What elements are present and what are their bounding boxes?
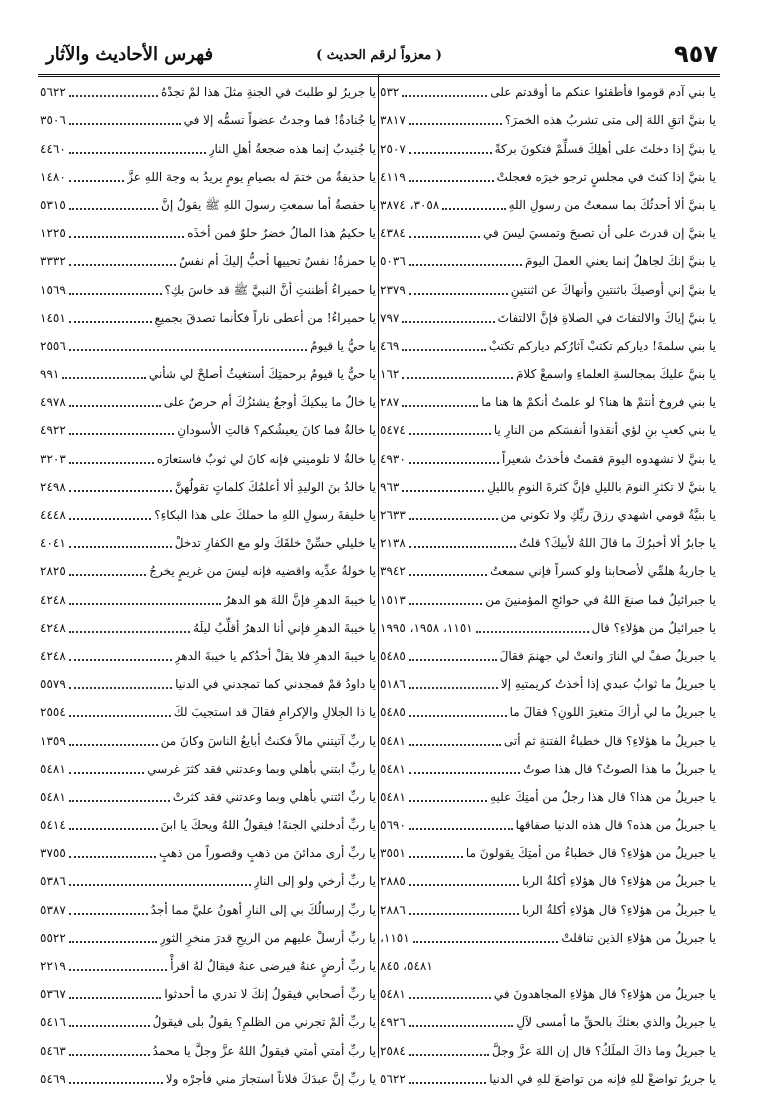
leader-dots [409,602,482,605]
entry-text: يا ربِّ أدخلني الجنةَ! فيقولُ اللهُ ويحكَ يا ابنَ [160,818,376,833]
hadith-number: ٤٢٤٨ [40,620,66,635]
page-subtitle: ( معزواً لرقم الحديث ) [316,48,442,63]
entry-text: يا داودُ قمْ فمجدني كما تمجدني في الدنيا [175,677,376,692]
entry-text: يا خالةُ فما كانَ يعيشُكم؟ قالتِ الأسودانِ [177,423,376,438]
hadith-number: ٥١٨٦ [380,677,406,692]
entry-text: يا بنيَّ إنكَ لجاهلٌ إنما يعني العملَ اليومَ [525,254,716,269]
index-entry [40,219,376,247]
leader-dots [409,714,507,717]
entry-text: يا ربِّ إنَّ عبدَكَ فلاناً استجارَ مني فأجرْه ولا [165,1071,376,1086]
index-entry [40,670,376,698]
index-entry [40,304,376,332]
entry-text: يا حيُّ يا قيومُ برحمتِكَ أستغيثُ أصلحْ لي شأني [148,367,376,382]
hadith-number: ٢٨٧ [380,395,400,410]
entry-text: يا ربِّ أرخي ولو إلى النارِ [253,874,376,889]
leader-dots [409,686,498,689]
leader-dots [409,573,487,576]
index-entry [380,191,716,219]
page-number: ٩٥٧ [674,40,718,68]
leader-dots [69,714,171,717]
entry-text: يا حفصةُ أما سمعتِ رسولَ اللهِ ﷺ يقولُ إنَّ [161,197,376,212]
index-entry [380,78,716,106]
hadith-number: ٤٣٨٤ [380,226,406,241]
index-entry [40,924,376,952]
index-entry [380,275,716,303]
index-entry [40,191,376,219]
index-entry [380,670,716,698]
entry-text: يا ربِّ أمتي أمتي فيقولُ اللهُ عزَّ وجلَّ يا محمدُ [152,1043,376,1058]
entry-text: يا جبريلُ من هؤلاءِ؟ قال هؤلاءِ أكلةُ الربا [522,874,716,889]
hadith-number: ٢٨٨٦ [380,902,406,917]
leader-dots [69,855,156,858]
entry-text: يا ربِّ أصحابي فيقولُ إنكَ لا تدري ما أحدثوا [164,987,376,1002]
index-entry [380,924,716,952]
index-entry [40,839,376,867]
hadith-number: ٥٤٨١ [380,733,406,748]
entry-text: يا جاريةُ هلمِّي لأصحابنا ولو كسراً فإني سمعتُ [490,564,716,579]
leader-dots [402,404,478,407]
leader-dots [409,235,480,238]
index-entry [380,980,716,1008]
hadith-number: ٥٤٨١ [380,789,406,804]
entry-text: يا خالُ ما يبكيكَ أوجعٌ يشئزُكَ أم حرصٌ على [163,395,376,410]
leader-dots [402,489,484,492]
leader-dots [69,517,152,520]
leader-dots [476,630,589,633]
index-entry [380,332,716,360]
index-entry [40,134,376,162]
entry-text: يا خيبةَ الدهرِ فلا يقلْ أحدُكم يا خيبةَ الدهرِ [174,648,376,663]
leader-dots [409,1024,514,1027]
index-entry [40,585,376,613]
leader-dots [409,151,492,154]
index-entry [380,642,716,670]
hadith-number: ٥٣١٥ [40,197,66,212]
index-entry [380,557,716,585]
entry-text: يا بنيَّ اتقِ اللهَ إلى متى تشربُ هذه الخمرَ؟ [504,113,716,128]
entry-text: يا بني سلمةَ! دياركم تكتبْ آثارُكم دياركم تكتبْ [488,338,716,353]
hadith-number: ٥٤٨١ [40,761,66,776]
hadith-number: ٢٨٨٥ [380,874,406,889]
leader-dots [409,855,463,858]
entry-text: يا ربِّ إرسالُكَ بي إلى النارِ أهونُ عليَّ مما أجدُ [150,902,376,917]
index-entry [380,952,716,980]
leader-dots [69,545,172,548]
index-entry [380,416,716,444]
leader-dots [402,94,487,97]
hadith-number: ٢٥٥٤ [40,705,66,720]
hadith-number: ٢٤٩٨ [40,479,66,494]
leader-dots [69,827,158,830]
entry-text: يا جبرائيلُ فما صنعَ اللهُ في حوائجِ المؤمنينَ من [485,592,716,607]
hadith-number: ٤٩٣٠ [380,451,406,466]
leader-dots [402,320,494,323]
index-entry [40,614,376,642]
page-header [38,40,720,74]
entry-text: يا حمزةُ! نفسٌ تحييها أحبُّ إليكَ أم نفسٌ [179,254,376,269]
hadith-number: ٥٦٢٢ [380,1071,406,1086]
entry-text: يا جبريلُ والذي بعثكَ بالحقِّ ما أمسى لآلِ [516,1015,716,1030]
hadith-number: ٥٤٨٥ [380,648,406,663]
hadith-number: ٥٤٨١ [40,789,66,804]
leader-dots [69,686,172,689]
entry-text: يا حذيفةُ من ختمَ له بصيامِ يومٍ يريدُ به وجهَ اللهِ عزَّ [127,169,376,184]
hadith-number: ٧٩٧ [380,310,400,325]
index-entry [40,811,376,839]
index-entry [380,247,716,275]
entry-text: يا بني فروخ أنتمْ ها هنا؟ لو علمتُ أنكمْ ها هنا ما [481,395,716,410]
leader-dots [409,461,499,464]
hadith-number: ٥٤٦٩ [40,1071,66,1086]
leader-dots [409,122,502,125]
leader-dots [409,1081,486,1084]
hadith-number: ١٤٥١ [40,310,66,325]
index-entry [380,360,716,388]
index-entry [40,1008,376,1036]
index-entry [40,106,376,134]
index-entry [40,501,376,529]
entry-text: يا بنيَّ لا تكثرِ النومَ بالليلِ فإنَّ كثرةَ النومِ بالليلِ [487,479,716,494]
leader-dots [69,320,152,323]
leader-dots [69,461,154,464]
entry-text: يا بني كعبِ بنِ لؤي أنقذوا أنفسَكم من النارِ يا [493,423,716,438]
leader-dots [409,771,520,774]
leader-dots [409,292,508,295]
index-entry [380,501,716,529]
entry-text: يا جبرائيلُ من هؤلاءِ؟ قال [591,620,716,635]
leader-dots [402,348,486,351]
index-entry [380,755,716,783]
entry-text: يا ربِّ أرى مدائنَ من ذهبٍ وقصوراً من ذهبٍ [159,846,376,861]
entry-text: يا بنيَّةُ قومي اشهدي رزقَ ربِّكِ ولا تكوني من [500,508,716,522]
entry-text: يا بنيَّ عليكَ بمجالسةِ العلماءِ واسمعْ كلامَ [516,367,716,382]
leader-dots [409,883,519,886]
index-entry [380,304,716,332]
leader-dots [69,602,222,605]
hadith-number: ١١٥١، [380,930,410,945]
entry-text: يا حميراءُ أظننتِ أنَّ النبيَّ ﷺ قد خاسَ بكِ؟ [164,282,376,297]
hadith-number: ١٥٦٩ [40,282,66,297]
index-entry [380,783,716,811]
entry-text: يا جبريلُ من هؤلاءِ؟ قال هؤلاءِ المجاهدونَ في [493,987,716,1002]
index-entry [40,332,376,360]
leader-dots [409,827,513,830]
hadith-number: ٥٤٨٥ [380,705,406,720]
hadith-number: ٥٦٢٢ [40,85,66,100]
hadith-number: ٣٥٥١ [380,846,406,861]
index-entry [380,839,716,867]
leader-dots [69,151,206,154]
index-entry [40,698,376,726]
index-entry [380,219,716,247]
leader-dots [69,1024,150,1027]
entry-text: يا جبريلُ من هذا؟ قال هذا رجلٌ من أمتِكَ عليهِ [490,789,716,804]
index-entry [380,388,716,416]
hadith-number: ٩٩١ [40,367,60,382]
hadith-number: ٤٦٩ [380,338,400,353]
entry-text: يا جبريلُ من هؤلاءِ الذين تناقلتْ [561,930,716,945]
hadith-number: ٤٩٧٨ [40,395,66,410]
index-entry [380,1065,716,1093]
entry-text: يا ربِّ ائتني بأهلي وبما وعدتني فقد كثرتْ [172,789,376,804]
entry-text: يا خليفةَ رسولِ اللهِ ما حملكَ على هذا البكاءِ؟ [154,508,376,522]
hadith-number: ١٣٥٩ [40,733,66,748]
hadith-number: ٥٦٩٠ [380,818,406,833]
leader-dots [409,743,501,746]
entry-text: يا جريرُ تواضعْ للهِ فإنه من تواضعَ للهِ في الدنيا [489,1071,716,1086]
leader-dots [69,122,181,125]
index-entry [380,726,716,754]
leader-dots [409,996,491,999]
index-entry [40,473,376,501]
entry-text: يا جبريلُ ما هؤلاءِ؟ قال خطباءُ الفتنةِ ثم أتى [503,733,716,748]
entry-text: يا جابرُ ألا أخبرُكَ ما قالَ اللهُ لأبيكَ؟ قلتُ [519,536,716,551]
leader-dots [409,799,487,802]
entry-text: يا جبريلُ ما لي أراكَ متغيرَ اللونِ؟ فقالَ ما [509,705,716,720]
entry-text: يا جبريلُ من هؤلاءِ؟ قال خطباءُ من أمتِكَ يقولونَ ما [465,846,716,861]
hadith-number: ٤٠٤١ [40,536,66,551]
leader-dots [69,94,158,97]
leader-dots [69,799,170,802]
entry-text: يا جريرُ لو طلبتَ في الجنةِ مثلَ هذا لمْ تجدْهُ [160,85,376,100]
hadith-number: ١١٥١، ١٩٥٨، ١٩٩٥ [380,620,473,635]
hadith-number: ٥٣٨٦ [40,874,66,889]
hadith-number: ٥٣٨٧ [40,902,66,917]
index-entry [380,444,716,472]
hadith-number: ٣٢٠٣ [40,451,66,466]
leader-dots [69,235,184,238]
index-entry [40,247,376,275]
entry-text: يا ربِّ أرسلْ عليهم من الريحِ قدرَ منخرِ الثورِ [159,930,376,945]
index-entry [40,360,376,388]
index-entry [380,614,716,642]
leader-dots [69,404,161,407]
leader-dots [69,207,158,210]
index-entry [380,529,716,557]
leader-dots [69,968,167,971]
entry-text: يا بنيَّ لا تشهدوه اليومَ فقمتُ فأخذتُ شعيراً [501,451,716,466]
entry-text: يا ربِّ أرضٍ عنهُ فيرضى عنهُ فيقالُ لهُ اقرأْ [170,959,376,973]
index-entry [40,867,376,895]
leader-dots [62,376,146,379]
leader-dots [409,658,497,661]
hadith-number: ٣٩٤٢ [380,564,406,579]
entry-text: يا حكيمُ هذا المالُ خضرٌ حلوٌ فمن أخذَه [187,226,376,241]
index-entry [40,388,376,416]
index-entry [40,444,376,472]
entry-text: يا ذا الجلالِ والإكرامِ فقالَ قد استجيبَ لكَ [173,705,376,720]
hadith-number: ٤٤٤٨ [40,508,66,522]
hadith-number: ١٢٢٥ [40,226,66,241]
hadith-number: ٣٥٠٦ [40,113,66,128]
index-entry [380,473,716,501]
leader-dots [69,743,158,746]
hadith-number: ٢٨٢٥ [40,564,66,579]
header-rule [38,74,720,77]
hadith-number: ٢١٣٨ [380,536,406,551]
leader-dots [69,912,148,915]
entry-text: يا حميراءُ! من أعطى ناراً فكأنما تصدقَ بجميعِ [154,310,376,325]
entry-text: يا بنيَّ إن قدرتَ على أن تصبحَ وتمسيَ ليسَ في [482,226,716,241]
hadith-number: ٥٤٨١ [380,987,406,1002]
hadith-number: ١٤٨٠ [40,169,66,184]
index-entry [40,163,376,191]
hadith-number: ٥٤٦٣ [40,1043,66,1058]
hadith-number: ٣٧٥٥ [40,846,66,861]
leader-dots [69,771,144,774]
index-entry [40,726,376,754]
hadith-number: ٤١١٩ [380,169,406,184]
entry-text: يا خيبةَ الدهرِ فإني أنا الدهرُ أقلِّبُ ليلَهُ [193,620,376,635]
leader-dots [69,432,174,435]
hadith-number: ٢٥٠٧ [380,141,406,156]
entry-text: يا جبريلُ من هذه؟ قال هذه الدنيا صفاقها [515,818,716,833]
entry-text: يا بنيَّ ألا أحدثُكَ بما سمعتُ من رسولِ اللهِ [508,197,716,212]
hadith-number: ٥٥٢٢ [40,930,66,945]
entry-text: يا بنيَّ إذا دخلتَ على أهلِكَ فسلِّمْ فتكونَ بركةً [494,141,716,156]
leader-dots [409,517,498,520]
hadith-number: ٥٤١٦ [40,1015,66,1030]
leader-dots [402,376,513,379]
entry-text: يا بنيَّ إياكَ والالتفاتَ في الصلاةِ فإنَّ الالتفاتَ [497,310,716,325]
hadith-number: ٥٣٦٧ [40,987,66,1002]
hadith-number: ٤٤٦٠ [40,141,66,156]
hadith-number: ٩٦٣ [380,479,400,494]
entry-text: يا بنيَّ إني أوصيكَ باثنتينِ وأنهاكَ عن اثنتينِ [510,282,716,297]
hadith-number: ٢٥٨٤ [380,1043,406,1058]
entry-text: يا خالةُ لا تلوميني فإنه كانَ لي ثوبٌ فاستعارَه [156,451,376,466]
leader-dots [69,573,146,576]
hadith-number: ٥٣٢ [380,85,400,100]
index-entry [380,106,716,134]
entry-text: يا جبريلُ صفْ لي النارَ وانعتْ لي جهنمَ فقالَ [499,648,716,663]
index-entry [380,1036,716,1064]
index-entry [380,895,716,923]
leader-dots [69,1053,150,1056]
hadith-number: ٥٤٧٤ [380,423,406,438]
index-entry [40,783,376,811]
entry-text: يا ربِّ آتيتني مالاً فكنتُ أبايعُ الناسَ وكانَ من [160,733,376,748]
index-entry [380,134,716,162]
index-entry [40,416,376,444]
hadith-number: ٥٥٧٩ [40,677,66,692]
leader-dots [409,432,491,435]
entry-text: يا خليلي حسِّنْ خلقَكَ ولو مع الكفارِ تدخلْ [174,536,376,551]
leader-dots [409,912,519,915]
entry-text: يا ربِّ ألمْ تجرني من الظلمِ؟ يقولُ بلى فيقولُ [152,1015,376,1030]
index-entry [380,867,716,895]
leader-dots [69,263,176,266]
index-entry [380,1008,716,1036]
hadith-number: ٤٩٢٢ [40,423,66,438]
index-entry [40,980,376,1008]
index-entry [40,1065,376,1093]
entry-text: يا جبريلُ من هؤلاءِ؟ قال هؤلاءِ أكلةُ الربا [522,902,716,917]
entry-text: يا جبريلُ ما هذا الصوتُ؟ قال هذا صوتٌ [523,761,716,776]
hadith-number: ٤٢٤٨ [40,648,66,663]
entry-text: يا بنيَّ إذا كنتَ في مجلسٍ ترجو خيرَه فعجلتْ [496,169,716,184]
leader-dots [69,996,162,999]
leader-dots [69,348,307,351]
entry-text: يا خيبةَ الدهرِ فإنَّ اللهَ هو الدهرُ [224,592,376,607]
leader-dots [409,263,522,266]
hadith-number: ٥٤١٤ [40,818,66,833]
entry-text: يا جبريلُ ما ثوابُ عبدي إذا أخذتُ كريمتيهِ إلا [500,677,716,692]
hadith-number: ٣٠٥٨، ٣٨٧٤ [380,197,440,212]
leader-dots [409,545,516,548]
leader-dots [69,658,172,661]
running-title: فهرس الأحاديث والآثار [46,44,214,65]
leader-dots [409,1053,489,1056]
entry-text: يا جبريلُ وما ذاكَ الملَكُ؟ قال إن اللهَ عزَّ وجلَّ [492,1043,716,1058]
leader-dots [413,940,559,943]
index-entry [40,1036,376,1064]
hadith-number: ٣٣٣٢ [40,254,66,269]
entry-text: يا خالدُ بنَ الوليدِ ألا أعلمُكَ كلماتٍ تقولُهنَّ [174,479,376,494]
hadith-number: ٤٢٤٨ [40,592,66,607]
hadith-number: ٤٩٢٦ [380,1015,406,1030]
leader-dots [69,883,251,886]
index-entry [380,698,716,726]
index-entry [40,529,376,557]
entry-text: يا جُنادةُ! فما وجدتُ عضواً تسمُّه إلا في [183,113,376,128]
hadith-number: ٥٠٣٦ [380,254,406,269]
hadith-number: ٢٣٧٩ [380,282,406,297]
index-entry [40,755,376,783]
leader-dots [69,179,124,182]
hadith-number: ٢٦٣٣ [380,508,406,522]
leader-dots [442,207,505,210]
index-entry [40,952,376,980]
leader-dots [69,940,157,943]
leader-dots [409,179,494,182]
leader-dots [69,630,190,633]
hadith-number: ٢٢١٩ [40,959,66,973]
left-column [40,78,376,1093]
index-entry [380,811,716,839]
entry-text: يا جُنيدبُ إنما هذه ضجعةُ أهلِ النارِ [208,141,376,156]
index-entry [380,585,716,613]
index-entry [40,557,376,585]
entry-text: يا خولةُ عدِّيه واقضيه فإنه ليسَ من غريمٍ يخرجُ [149,564,376,579]
column-divider [378,74,379,1058]
hadith-number: ٣٨١٧ [380,113,406,128]
index-entry [40,895,376,923]
hadith-number: ١٥١٣ [380,592,406,607]
hadith-number: ٢٥٥٦ [40,338,66,353]
index-entry [380,163,716,191]
hadith-number: ٥٤٨١ [380,761,406,776]
right-column [380,78,716,1093]
leader-dots [69,1081,163,1084]
entry-text: يا حيُّ يا قيومُ [310,338,376,353]
index-entry [40,642,376,670]
hadith-number: ٥٤٨١، ٨٤٥ [380,959,433,973]
leader-dots [69,489,172,492]
entry-text: يا بني آدم قوموا فأطفئوا عنكم ما أوقدتم على [490,85,716,100]
entry-text: يا ربِّ ابتني بأهلي وبما وعدتني فقد كثرَ غرسي [147,761,376,776]
leader-dots [69,292,162,295]
index-entry [40,275,376,303]
index-entry [40,78,376,106]
hadith-number: ١٦٢ [380,367,400,382]
